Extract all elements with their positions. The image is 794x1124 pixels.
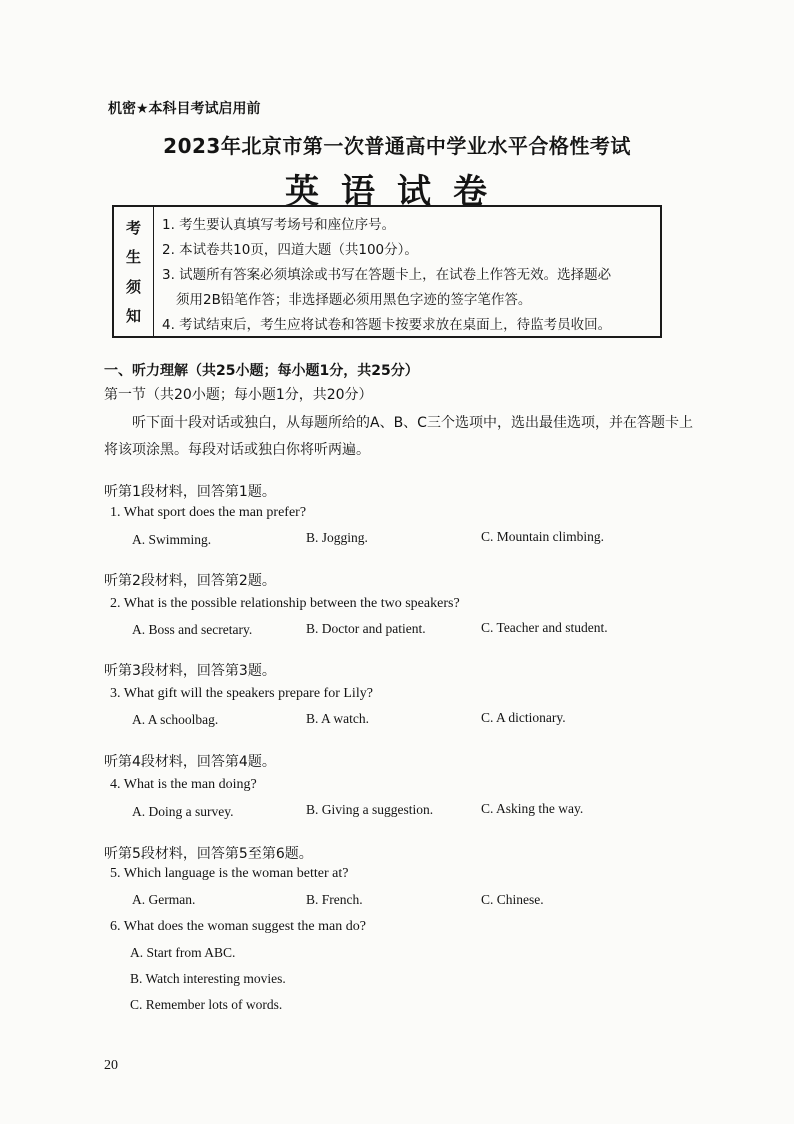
material-label: 听第5段材料，回答第5至第6题。 [104,846,313,862]
option-b: B. Watch interesting movies. [130,971,286,986]
material-label: 听第4段材料，回答第4题。 [104,754,276,770]
question-text: 2. What is the possible relationship between the two speakers? [110,596,460,611]
option-a: A. Boss and secretary. [132,622,253,637]
option-c: C. Mountain climbing. [481,529,604,544]
option-a: A. Start from ABC. [130,945,236,960]
notice-item: 2. 本试卷共10页，四道大题（共100分）。 [162,242,418,258]
option-a: A. Doing a survey. [132,804,234,819]
notice-items [154,207,660,336]
option-b: B. French. [306,892,363,907]
question-text: 4. What is the man doing? [110,777,257,792]
notice-label-char: 生 [125,248,141,267]
option-b: B. Giving a suggestion. [306,802,434,817]
candidate-notice-box [112,205,662,338]
option-c: C. Teacher and student. [481,620,608,635]
option-c: C. Remember lots of words. [130,997,283,1012]
option-c: C. A dictionary. [481,710,566,725]
option-a: A. A schoolbag. [132,712,219,727]
notice-item: 1. 考生要认真填写考场号和座位序号。 [162,217,396,233]
option-b: B. Doctor and patient. [306,621,426,636]
notice-item: 3. 试题所有答案必须填涂或书写在答题卡上，在试卷上作答无效。选择题必 [162,267,612,283]
option-c: C. Asking the way. [481,801,584,816]
confidential-mark: 机密★本科目考试启用前 [108,101,261,117]
instructions: 听下面十段对话或独白，从每题所给的A、B、C三个选项中，选出最佳选项，并在答题卡上将该项涂黑。每段对话或独白你将听两遍。 [104,415,693,458]
question-text: 5. Which language is the woman better at? [110,866,349,881]
material-label: 听第3段材料，回答第3题。 [104,663,276,679]
question-text: 6. What does the woman suggest the man do? [110,919,366,934]
option-b: B. A watch. [306,711,369,726]
option-c: C. Chinese. [481,892,544,907]
material-label: 听第2段材料，回答第2题。 [104,573,276,589]
notice-label-char: 知 [125,306,141,325]
option-a: A. German. [132,892,196,907]
notice-label-char: 须 [125,277,141,296]
exam-title: 2023年北京市第一次普通高中学业水平合格性考试 [163,134,631,158]
notice-item: 须用2B铅笔作答；非选择题必须用黑色字迹的签字笔作答。 [176,292,532,308]
subject-title: 英语试卷 [285,172,509,212]
part-title: 第一节（共20小题；每小题1分，共20分） [104,387,373,403]
option-a: A. Swimming. [132,532,212,547]
option-b: B. Jogging. [306,530,368,545]
notice-item: 4. 考试结束后，考生应将试卷和答题卡按要求放在桌面上，待监考员收回。 [162,317,612,333]
notice-label-char: 考 [125,219,141,238]
page-number: 20 [104,1058,118,1073]
section-title: 一、听力理解（共25小题；每小题1分，共25分） [104,363,419,379]
question-text: 3. What gift will the speakers prepare for Lily? [110,686,373,701]
material-label: 听第1段材料，回答第1题。 [104,484,276,500]
question-text: 1. What sport does the man prefer? [110,505,307,520]
notice-label [114,207,154,336]
